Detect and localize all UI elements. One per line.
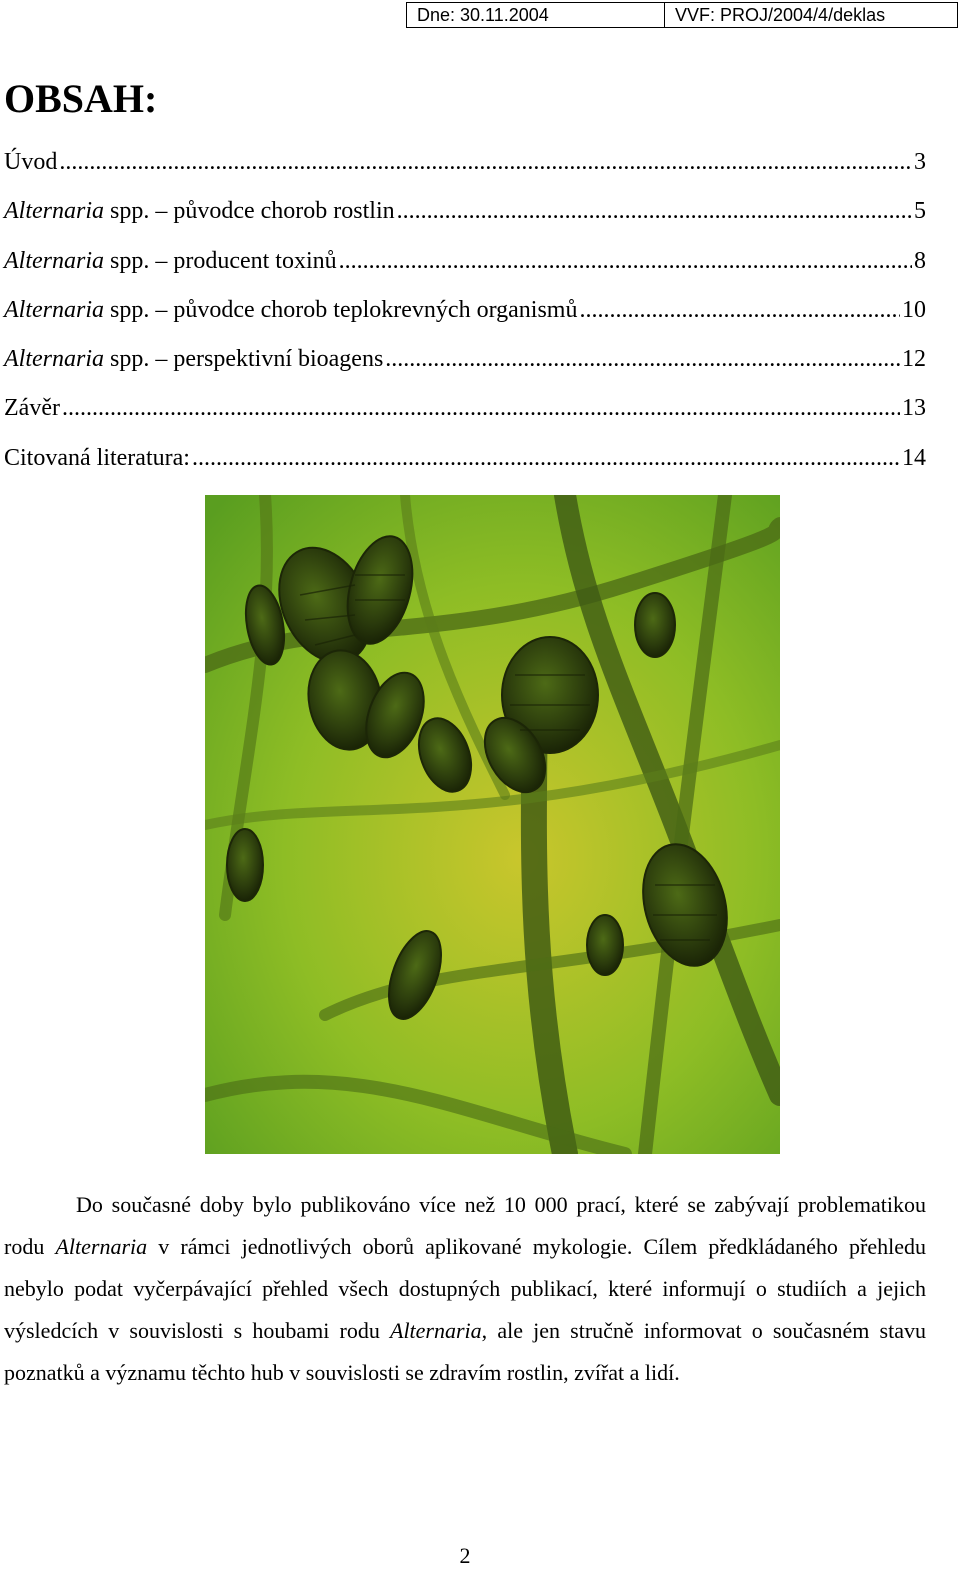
toc-entry-label: Závěr	[4, 395, 60, 422]
toc-entry-page: 5	[914, 198, 926, 225]
paragraph-text: , ale jen stručně informovat o současném stavu poznatků a významu těchto hub v souvislosti se zdravím rostlin, zvířat a lidí.	[4, 1318, 926, 1385]
toc-entry-label: spp. – perspektivní bioagens	[104, 346, 384, 373]
toc-entry-genus: Alternaria	[4, 296, 104, 323]
paragraph-text: Do současné doby bylo publikováno více než 10 000 prací, které se zabývají problematikou rodu	[4, 1192, 926, 1259]
toc-entry-label: spp. – původce chorob rostlin	[104, 198, 395, 225]
toc-entry-page: 13	[902, 395, 926, 422]
introduction-paragraph	[4, 1184, 926, 1394]
toc-entry-genus: Alternaria	[4, 346, 104, 373]
paragraph-genus: Alternaria	[390, 1318, 482, 1343]
header-date: Dne: 30.11.2004	[407, 3, 665, 27]
table-of-contents	[4, 138, 926, 483]
paragraph-genus: Alternaria	[55, 1234, 148, 1259]
toc-title: OBSAH:	[4, 76, 158, 121]
toc-entry-page: 8	[914, 247, 926, 274]
toc-entry-page: 10	[902, 296, 926, 323]
toc-dot-leader	[385, 335, 900, 384]
toc-dot-leader	[62, 384, 900, 433]
toc-entry-genus: Alternaria	[4, 198, 104, 225]
micrograph-illustration	[205, 495, 780, 1154]
toc-entry-label: Úvod	[4, 149, 58, 175]
toc-entry-uvod[interactable]	[4, 138, 926, 187]
toc-dot-leader	[339, 237, 912, 286]
toc-entry-references[interactable]	[4, 434, 926, 483]
toc-entry-label: spp. – původce chorob teplokrevných organismů	[104, 296, 578, 323]
toc-dot-leader	[397, 187, 912, 236]
toc-dot-leader	[59, 138, 912, 187]
toc-entry-plant-diseases[interactable]	[4, 187, 926, 236]
toc-entry-page: 3	[914, 149, 926, 175]
toc-entry-conclusion[interactable]	[4, 384, 926, 433]
paragraph-text: v rámci jednotlivých oborů aplikované mykologie. Cílem předkládaného přehledu nebylo podat vyčerpávající přehled všech dostupných publikací, které informují o studiích a jejich výsledcích v souvislosti s houbami rodu	[4, 1234, 926, 1343]
alternaria-micrograph	[205, 495, 780, 1154]
document-header	[406, 2, 958, 28]
page-number: 2	[459, 1543, 471, 1568]
toc-entry-label: Citovaná literatura:	[4, 444, 190, 471]
toc-entry-warm-blooded[interactable]	[4, 286, 926, 335]
toc-entry-genus: Alternaria	[4, 247, 104, 274]
header-reference: VVF: PROJ/2004/4/deklas	[675, 4, 886, 25]
toc-dot-leader	[579, 286, 900, 335]
toc-entry-label: spp. – producent toxinů	[104, 247, 337, 274]
toc-entry-page: 14	[902, 444, 926, 471]
toc-entry-page: 12	[902, 346, 926, 373]
toc-entry-toxin-producer[interactable]	[4, 237, 926, 286]
toc-dot-leader	[192, 434, 900, 483]
toc-entry-bioagent[interactable]	[4, 335, 926, 384]
